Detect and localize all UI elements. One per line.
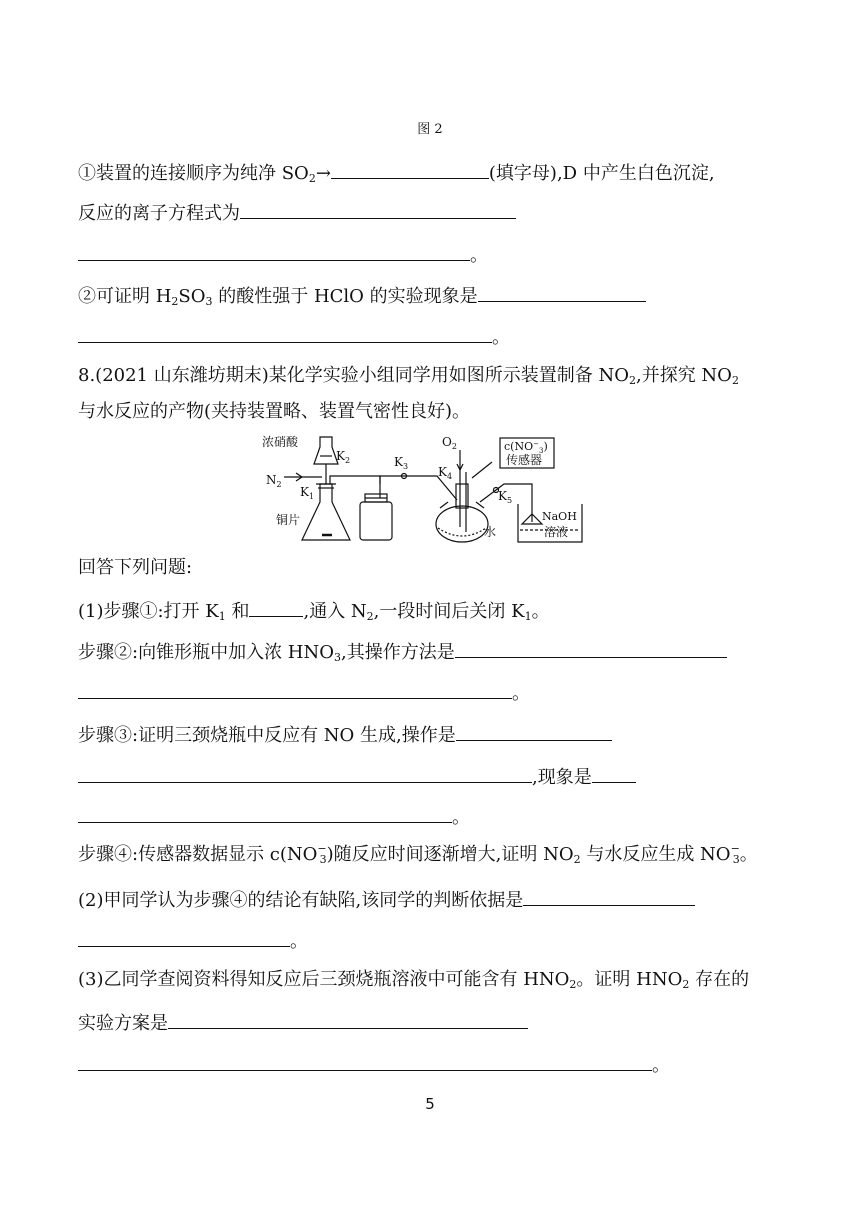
text: 。证明 HNO bbox=[576, 969, 683, 990]
text: 反应的离子方程式为 bbox=[78, 203, 240, 224]
subscript: 2 bbox=[682, 978, 690, 991]
label-copper: 铜片 bbox=[276, 513, 301, 527]
label-conc-acid: 浓硝酸 bbox=[262, 435, 299, 449]
subscript: 2 bbox=[573, 853, 581, 866]
text: (2)甲同学认为步骤④的结论有缺陷,该同学的判断依据是 bbox=[78, 890, 524, 911]
subscript: 2 bbox=[731, 374, 739, 387]
question-8-line2 bbox=[78, 400, 470, 424]
question-line bbox=[78, 322, 510, 350]
superscript: − bbox=[317, 842, 327, 855]
step-1-line bbox=[78, 596, 550, 624]
text: 存在的 bbox=[689, 969, 750, 990]
text: 。 bbox=[492, 327, 510, 348]
text: 。 bbox=[290, 931, 308, 952]
subscript: 3 bbox=[334, 651, 341, 664]
answer-blank[interactable] bbox=[240, 198, 516, 219]
step-4-line bbox=[78, 843, 758, 867]
answer-blank[interactable] bbox=[523, 885, 695, 906]
label-sensor-bottom: 传感器 bbox=[506, 453, 543, 467]
figure-caption: 图 2 bbox=[417, 122, 443, 137]
answer-blank[interactable] bbox=[168, 1008, 528, 1029]
text: 。 bbox=[531, 601, 550, 622]
text: 。 bbox=[452, 807, 470, 828]
label-k5: $K_5$ bbox=[498, 489, 513, 505]
answer-blank[interactable] bbox=[78, 762, 532, 783]
question-8-line1 bbox=[78, 364, 739, 388]
step-2-line2 bbox=[78, 678, 530, 706]
answer-blank[interactable] bbox=[78, 322, 492, 343]
answer-blank[interactable] bbox=[78, 678, 512, 699]
question-3-line bbox=[78, 968, 749, 992]
label-k3: $K_3$ bbox=[394, 455, 409, 471]
text: )随反应时间逐渐增大,证明 NO bbox=[326, 844, 574, 865]
text: ,其操作方法是 bbox=[341, 642, 455, 663]
subscript: 3 bbox=[732, 853, 740, 866]
label-water: 水 bbox=[484, 525, 497, 539]
subscript: 2 bbox=[171, 295, 179, 308]
step-2-line bbox=[78, 637, 727, 665]
subscript: 1 bbox=[524, 610, 532, 623]
arrow: → bbox=[315, 163, 331, 184]
text: ①装置的连接顺序为纯净 SO bbox=[78, 163, 309, 184]
text: ,现象是 bbox=[532, 767, 592, 788]
subscript: 3 bbox=[205, 295, 213, 308]
text: 步骤③:证明三颈烧瓶中反应有 NO 生成,操作是 bbox=[78, 725, 456, 746]
text: 和 bbox=[225, 601, 250, 622]
answer-blank[interactable] bbox=[78, 802, 452, 823]
text: 步骤②:向锥形瓶中加入浓 HNO bbox=[78, 642, 334, 663]
answer-blank[interactable] bbox=[456, 720, 612, 741]
text: 。 bbox=[739, 844, 758, 865]
text: 的酸性强于 HClO 的实验现象是 bbox=[212, 286, 478, 307]
text: 实验方案是 bbox=[78, 1013, 168, 1034]
subscript: 1 bbox=[218, 610, 226, 623]
label-o2: $O_2$ bbox=[442, 435, 457, 451]
text: ,通入 N bbox=[303, 601, 367, 622]
label-k1: $K_1$ bbox=[300, 485, 315, 501]
page-number: 5 bbox=[425, 1095, 435, 1113]
answer-blank[interactable] bbox=[78, 1050, 652, 1071]
subscript: 2 bbox=[628, 374, 636, 387]
apparatus-diagram bbox=[252, 432, 602, 550]
superscript: − bbox=[730, 842, 740, 855]
subscript: 3 bbox=[319, 853, 327, 866]
text: 8.(2021 山东潍坊期末)某化学实验小组同学用如图所示装置制备 NO bbox=[78, 365, 629, 386]
label-naoh: NaOH bbox=[542, 510, 577, 523]
text: 与水反应的产物(夹持装置略、装置气密性良好)。 bbox=[78, 401, 471, 422]
subscript: 2 bbox=[366, 610, 374, 623]
label-k4: $K_4$ bbox=[438, 465, 453, 481]
text: ,并探究 NO bbox=[635, 365, 732, 386]
text: 与水反应生成 NO bbox=[580, 844, 731, 865]
text: 回答下列问题: bbox=[78, 557, 193, 578]
question-2-line bbox=[78, 885, 695, 913]
text: ②可证明 H bbox=[78, 286, 172, 307]
text: 。 bbox=[512, 683, 530, 704]
answer-blank[interactable] bbox=[78, 926, 290, 947]
question-2-line2 bbox=[78, 926, 308, 954]
step-3-line bbox=[78, 720, 612, 748]
text: (1)步骤①:打开 K bbox=[78, 601, 219, 622]
separatory-funnel bbox=[314, 437, 338, 464]
answer-blank[interactable] bbox=[478, 281, 646, 302]
text: (3)乙同学查阅资料得知反应后三颈烧瓶溶液中可能含有 HNO bbox=[78, 969, 570, 990]
question-line bbox=[78, 281, 646, 309]
text: ,一段时间后关闭 K bbox=[373, 601, 525, 622]
bottle bbox=[360, 502, 392, 540]
text: 。 bbox=[652, 1055, 670, 1076]
text: (填字母),D 中产生白色沉淀, bbox=[488, 163, 715, 184]
text: 步骤④:传感器数据显示 c(NO bbox=[78, 844, 318, 865]
answer-intro bbox=[78, 556, 192, 580]
subscript: 2 bbox=[308, 172, 316, 185]
question-3-line2 bbox=[78, 1008, 528, 1036]
question-3-line3 bbox=[78, 1050, 670, 1078]
answer-blank[interactable] bbox=[78, 240, 470, 261]
label-solution: 溶液 bbox=[544, 525, 569, 539]
label-sensor-top: $c(NO^-_3)$ bbox=[504, 440, 548, 455]
label-n2: $N_2$ bbox=[266, 473, 282, 489]
step-3-line3 bbox=[78, 802, 470, 830]
question-line bbox=[78, 240, 488, 268]
answer-blank[interactable] bbox=[249, 596, 303, 617]
step-3-line2 bbox=[78, 762, 636, 790]
text: SO bbox=[178, 286, 206, 307]
subscript: 2 bbox=[569, 978, 577, 991]
text: 。 bbox=[470, 245, 488, 266]
answer-blank[interactable] bbox=[592, 762, 636, 783]
answer-blank[interactable] bbox=[455, 637, 727, 658]
answer-blank[interactable] bbox=[331, 158, 489, 179]
label-k2: $K_2$ bbox=[336, 449, 351, 465]
question-line bbox=[78, 198, 516, 226]
question-line bbox=[78, 158, 715, 186]
